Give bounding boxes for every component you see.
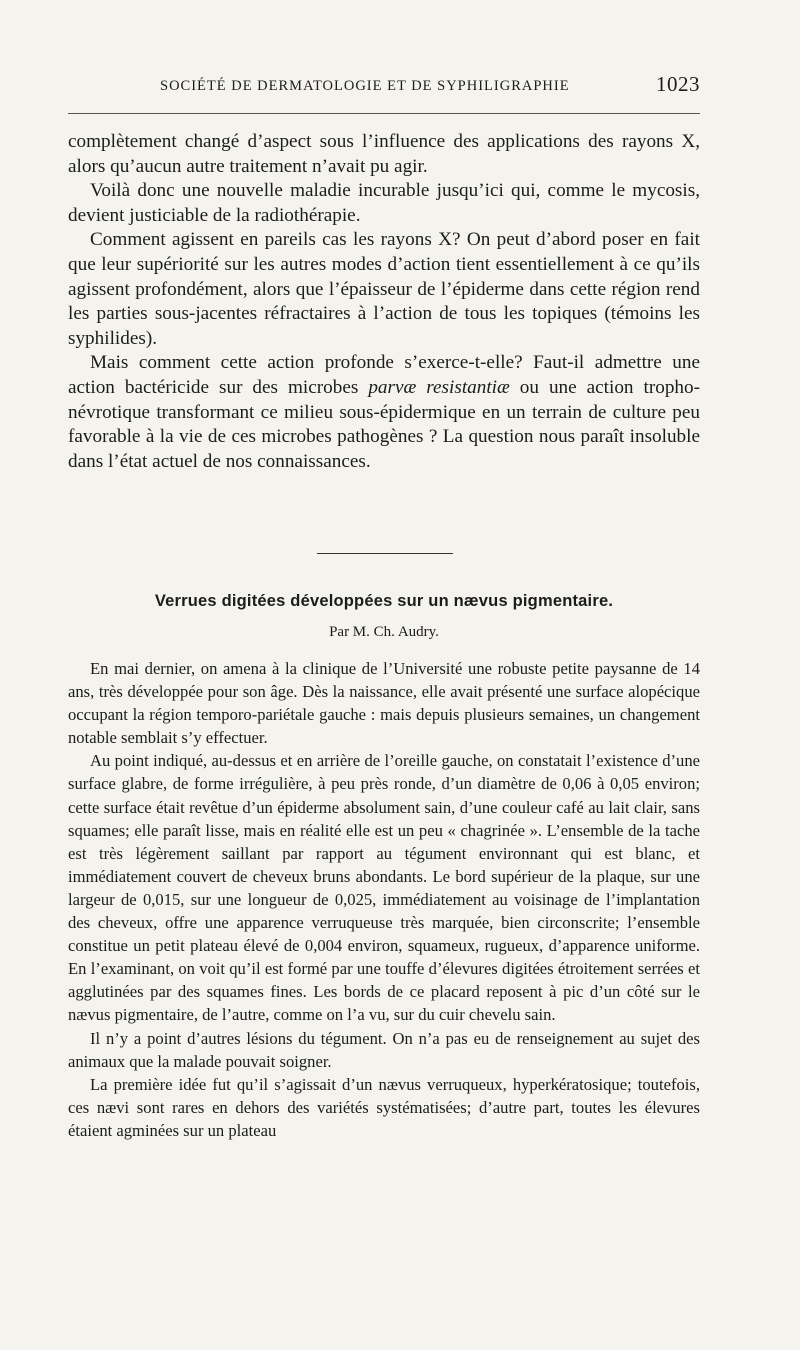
paragraph: En mai dernier, on amena à la clinique de l’Université une robuste petite paysanne de 14 ans, très développée pour son âge. Dès la naissance, elle avait présenté une surface alopécique occupant la région temporo-pariétale gauche : mais depuis plusieurs semaines, un changement notable semblait s’y effectuer. [68,659,700,748]
latin-term: parvæ resistantiæ [368,376,510,398]
paragraph: La première idée fut qu’il s’agissait d’un nævus verruqueux, hyperkératosique; toutefois, ces nævi sont rares en dehors des variétés systématisées; d’autre part, toutes les élevures étaient agminées sur un plateau [68,1074,700,1140]
paragraph: Il n’y a point d’autres lésions du tégument. On n’a pas eu de renseignement au sujet des animaux que la malade pouvait soigner. [68,1028,700,1071]
page-header [68,72,700,102]
running-title: SOCIÉTÉ DE DERMATOLOGIE ET DE SYPHILIGRAPHIE [160,78,570,94]
page-number: 1023 [656,72,700,96]
paragraph-text: Mais comment cette action profonde s’exerce-t-elle? Faut-il admettre une action bactéricide sur des microbes [68,352,700,398]
paragraph: Voilà donc une nouvelle maladie incurable jusqu’ici qui, comme le mycosis, devient justiciable de la radiothérapie. [68,180,700,226]
section-separator [317,553,453,554]
paragraph [68,351,700,474]
paragraph: complètement changé d’aspect sous l’influence des applications des rayons X, alors qu’aucun autre traitement n’avait pu agir. [68,131,700,177]
header-rule [68,113,700,114]
body-text-continued [68,130,700,474]
article-body [68,657,700,1142]
author-byline: Par M. Ch. Audry. [329,624,439,640]
paragraph: Comment agissent en pareils cas les rayons X? On peut d’abord poser en fait que leur supériorité sur les autres modes d’action tient essentiellement à ce qu’ils agissent profondément, alors que l’épaisseur de l’épiderme dans cette région rend les parties sous-jacentes réfractaires à l’action de tous les topiques (témoins les syphilides). [68,229,700,349]
section-title: Verrues digitées développées sur un nævus pigmentaire. [154,592,614,610]
paragraph-text: ou une action tropho-névrotique transformant ce milieu sous-épidermique en un terrain de culture peu favorable à la vie de ces microbes pathogènes ? La question nous paraît insoluble dans l’état actuel de nos connaissances. [68,376,700,472]
paragraph: Au point indiqué, au-dessus et en arrière de l’oreille gauche, on constatait l’existence d’une surface glabre, de forme irrégulière, à peu près ronde, d’un diamètre de 0,06 à 0,05 environ; cette surface était revêtue d’un épiderme absolument sain, d’une couleur café au lait clair, sans squames; elle paraît lisse, mais en réalité elle est un peu « chagrinée ». L’ensemble de la tache est très légèrement saillant par rapport au tégument environnant qui est blanc, et immédiatement couvert de cheveux bruns abondants. Le bord supérieur de la plaque, sur une largeur de 0,015, sur une longueur de 0,025, immédiatement au voisinage de l’implantation des cheveux, offre une apparence verruqueuse très marquée, bien circonscrite; l’ensemble constitue un petit plateau élevé de 0,004 environ, squameux, rugueux, d’apparence uniforme. En l’examinant, on voit qu’il est formé par une touffe d’élevures digitées étroitement serrées et agglutinées par des squames fines. Les bords de ce placard reposent à pic d’un côté sur le nævus pigmentaire, de l’autre, comme on l’a vu, sur du cuir chevelu sain. [68,751,700,1025]
